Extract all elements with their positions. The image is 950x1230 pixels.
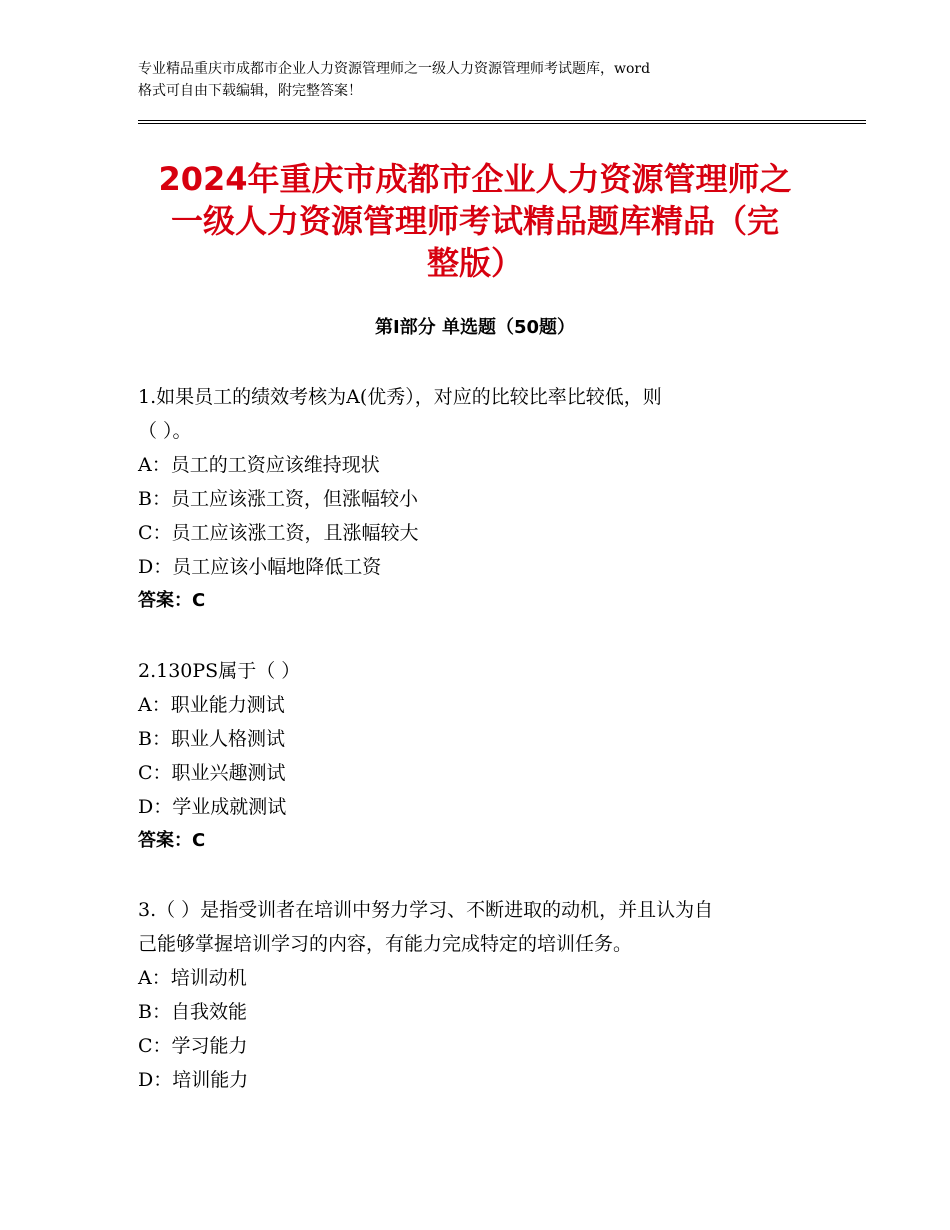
question-block xyxy=(138,654,838,858)
question-option: D：培训能力 xyxy=(138,1069,249,1091)
question-option: B：员工应该涨工资，但涨幅较小 xyxy=(138,488,418,510)
title-line: 一级人力资源管理师考试精品题库精品（完 xyxy=(170,202,779,240)
document-title xyxy=(100,158,850,284)
question-stem xyxy=(138,893,838,961)
question-option: A：职业能力测试 xyxy=(138,694,285,716)
section-heading: 第Ⅰ部分 单选题（50题） xyxy=(374,317,575,338)
header-note-line: 格式可自由下载编辑，附完整答案！ xyxy=(138,83,362,99)
question-option: A：员工的工资应该维持现状 xyxy=(138,454,380,476)
question-option: A：培训动机 xyxy=(138,967,247,989)
question-option: D：学业成就测试 xyxy=(138,796,287,818)
question-answer: 答案：C xyxy=(138,590,206,611)
question-stem-line: 2.130PS属于（ ） xyxy=(138,660,301,682)
question-stem-line: 1.如果员工的绩效考核为A(优秀），对应的比较比率比较低，则 xyxy=(138,386,662,408)
question-block xyxy=(138,893,838,1097)
question-option: D：员工应该小幅地降低工资 xyxy=(138,556,382,578)
header-note-line: 专业精品重庆市成都市企业人力资源管理师之一级人力资源管理师考试题库，word xyxy=(138,61,651,77)
question-stem xyxy=(138,654,838,688)
question-stem-line: 己能够掌握培训学习的内容，有能力完成特定的培训任务。 xyxy=(138,933,633,955)
title-line: 2024年重庆市成都市企业人力资源管理师之 xyxy=(158,160,792,198)
question-option: B：职业人格测试 xyxy=(138,728,285,750)
question-stem-line: （ ）。 xyxy=(138,420,192,442)
title-line: 整版） xyxy=(426,244,523,282)
question-option: C：职业兴趣测试 xyxy=(138,762,286,784)
question-option: C：学习能力 xyxy=(138,1035,248,1057)
question-answer: 答案：C xyxy=(138,830,206,851)
header-note xyxy=(138,58,828,102)
question-stem-line: 3.（ ）是指受训者在培训中努力学习、不断进取的动机，并且认为自 xyxy=(138,899,714,921)
header-divider xyxy=(138,120,866,124)
question-stem xyxy=(138,380,838,448)
question-block xyxy=(138,380,838,618)
question-option: C：员工应该涨工资，且涨幅较大 xyxy=(138,522,419,544)
question-option: B：自我效能 xyxy=(138,1001,247,1023)
